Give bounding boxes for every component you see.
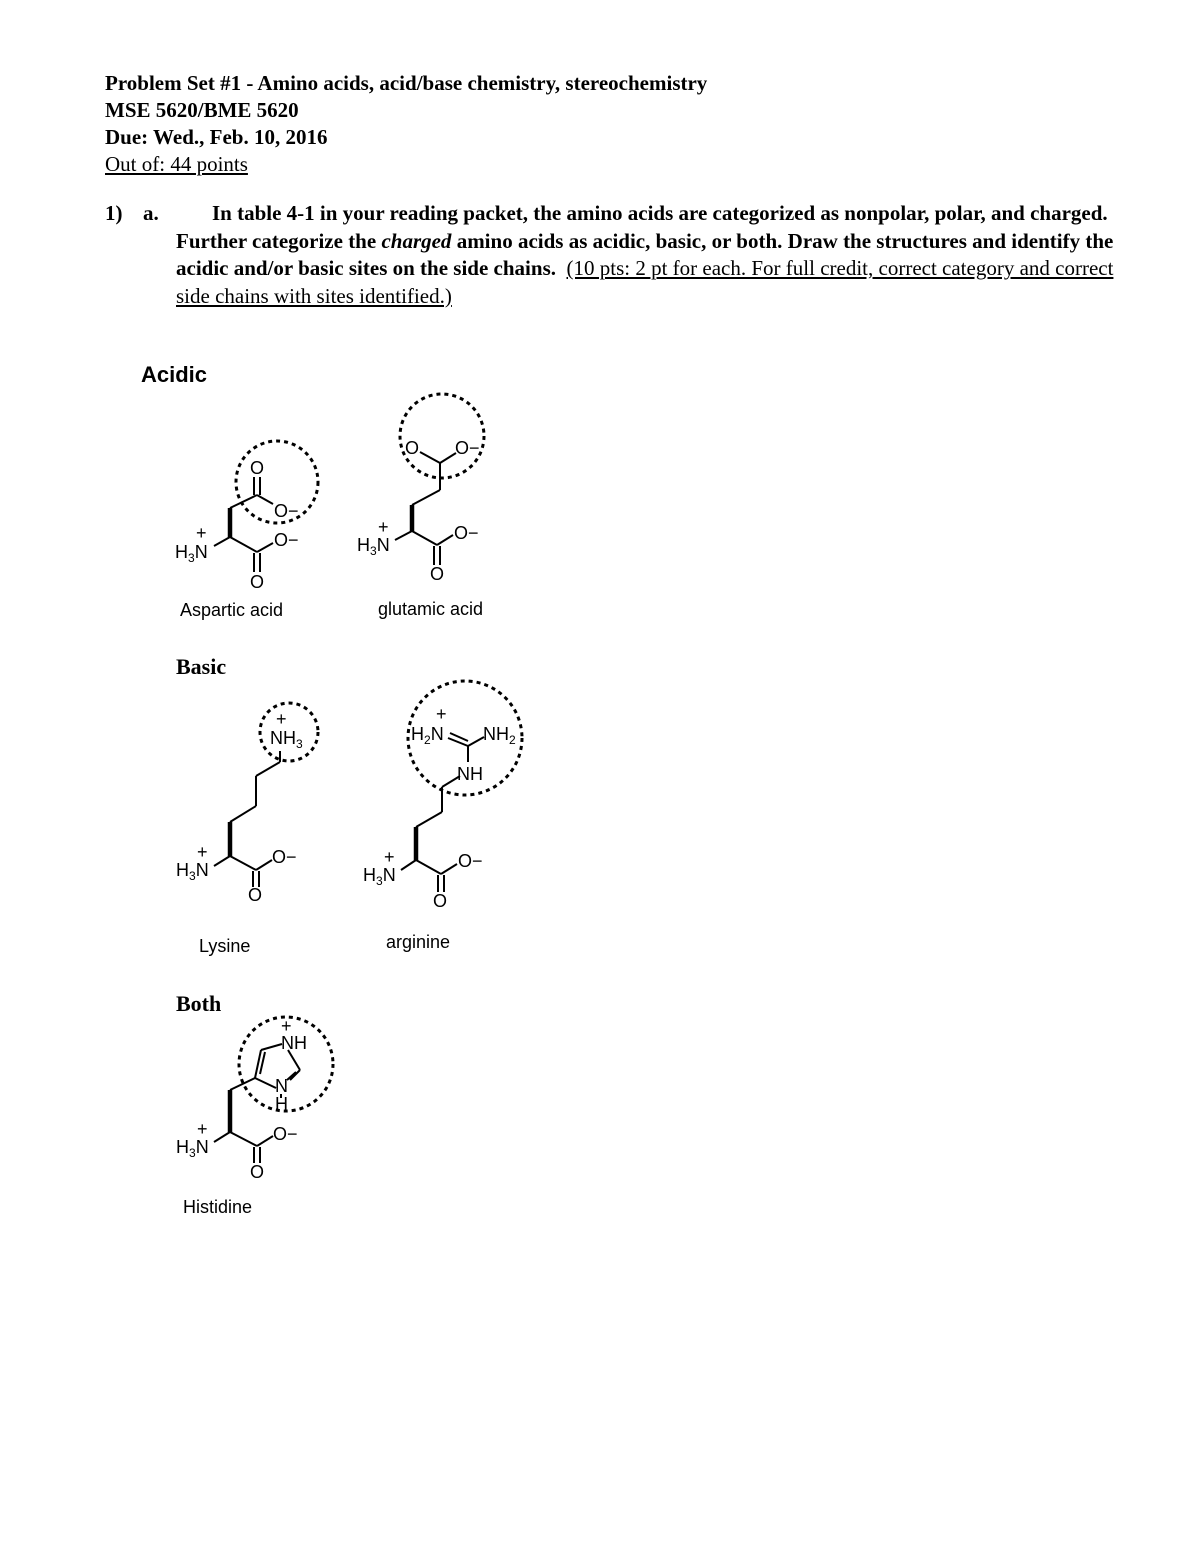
question-number: 1) [105, 201, 123, 225]
category-both: Both [176, 991, 222, 1016]
amine-h3n: $H_3N$ [176, 860, 209, 883]
charge-plus: + [197, 1119, 208, 1139]
category-acidic: Acidic [141, 362, 208, 387]
atom-o: O [405, 438, 420, 458]
atom-o: O [250, 1162, 265, 1182]
atom-o-minus: O− [274, 530, 299, 550]
amine-h3n: $H_3N$ [175, 542, 208, 565]
atom-h: H [275, 1094, 288, 1114]
atom-o: O [430, 564, 445, 584]
question-text-part1: In table 4-1 in your reading packet, the amino acids are categorized as nonpolar, polar, and charged. Further categorize the [176, 201, 1108, 253]
name-histidine: Histidine [183, 1197, 253, 1217]
charge-plus: + [384, 847, 395, 867]
question-emphasis: charged [381, 228, 452, 253]
name-aspartic-acid: Aspartic acid [180, 600, 284, 620]
amine-h3n: $H_3N$ [363, 865, 396, 888]
atom-o: O [433, 891, 448, 911]
atom-o: O [250, 572, 265, 592]
name-arginine: arginine [386, 932, 451, 952]
histidine-structure [176, 1016, 333, 1182]
arginine-structure [363, 681, 522, 911]
acidic-site-circle [400, 394, 484, 478]
charge-plus: + [378, 517, 389, 537]
charge-plus: + [436, 704, 447, 724]
atom-o-minus: O− [455, 438, 480, 458]
atom-o: O [250, 458, 265, 478]
atom-o-minus: O− [454, 523, 479, 543]
charge-plus: + [281, 1016, 292, 1036]
amine-nh2: $NH_2$ [483, 724, 516, 747]
atom-n: N [275, 1076, 288, 1096]
atom-o: O [248, 885, 263, 905]
name-glutamic-acid: glutamic acid [378, 599, 484, 619]
name-lysine: Lysine [199, 936, 251, 956]
atom-o-minus: O− [273, 1124, 298, 1144]
amine-h3n: $H_3N$ [176, 1137, 209, 1160]
problem-set-title: Problem Set #1 - Amino acids, acid/base chemistry, stereochemistry [105, 71, 708, 95]
points-note: (10 pts: 2 pt for each. For full credit, correct category and correct side chains with sites identified.) [176, 256, 1114, 308]
charge-plus: + [276, 709, 287, 729]
atom-nh: NH [281, 1033, 307, 1053]
glutamic-acid-structure [357, 394, 484, 584]
category-basic: Basic [176, 654, 227, 679]
atom-o-minus: O− [458, 851, 483, 871]
due-date: Due: Wed., Feb. 10, 2016 [105, 125, 328, 149]
atom-o-minus: O− [274, 501, 299, 521]
question-part: a. [143, 201, 159, 225]
charge-plus: + [197, 842, 208, 862]
charge-plus: + [196, 523, 207, 543]
question-text-part2: amino acids as acidic, basic, or both. Draw the structures and identify the acidic and/or basic sites on the side chains. [176, 228, 1114, 280]
total-points: Out of: 44 points [105, 152, 248, 176]
aspartic-acid-structure [175, 441, 318, 592]
atom-o-minus: O− [272, 847, 297, 867]
amine-h2n: $H_2N$ [411, 724, 444, 747]
amine-nh3: $NH_3$ [270, 728, 303, 751]
lysine-structure [176, 703, 318, 905]
atom-nh: NH [457, 764, 483, 784]
course-code: MSE 5620/BME 5620 [105, 98, 299, 122]
amine-h3n: $H_3N$ [357, 535, 390, 558]
